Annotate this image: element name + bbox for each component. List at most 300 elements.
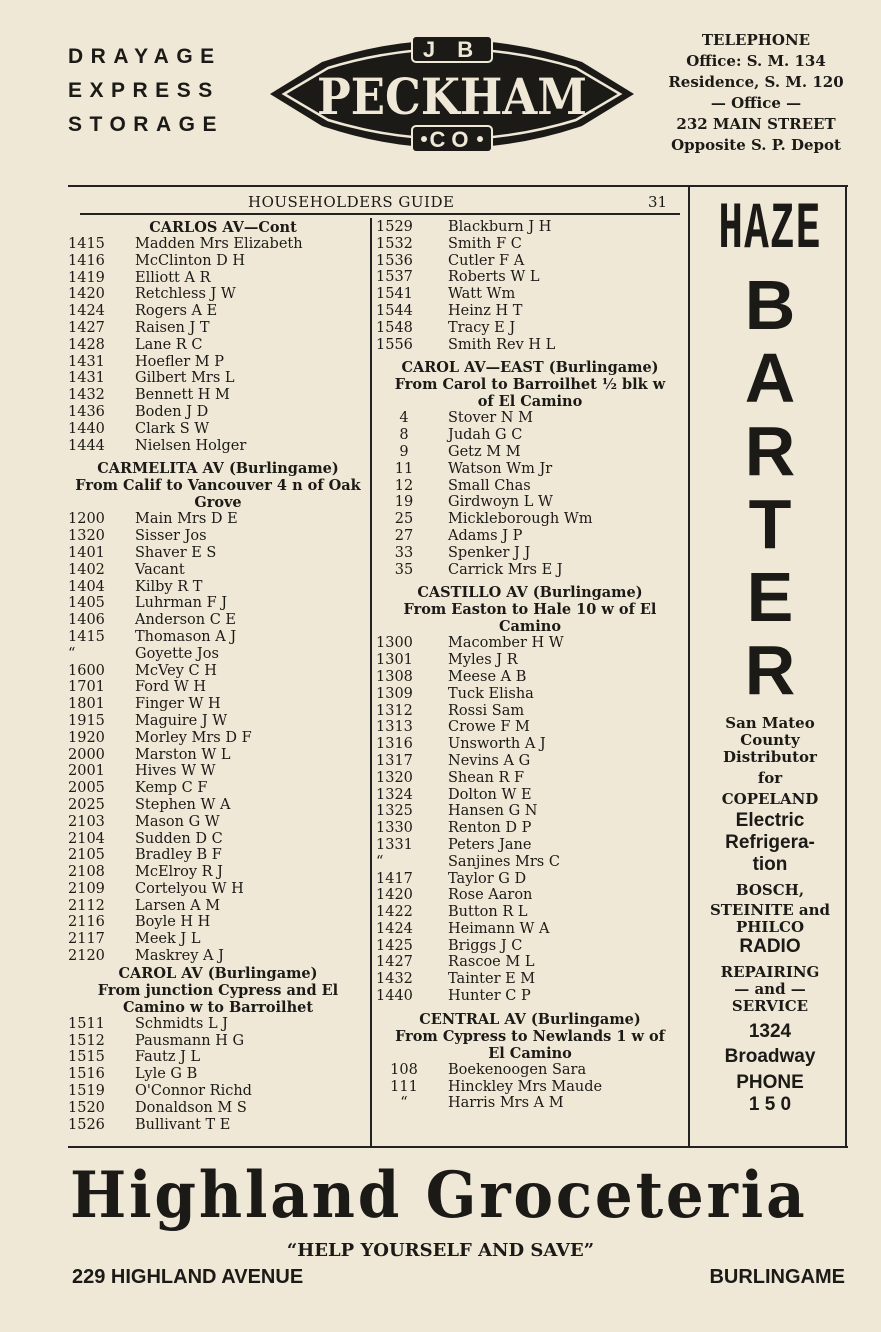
- listing-row: [376, 1095, 684, 1112]
- groceteria-city: BURLINGAME: [709, 1266, 845, 1288]
- listing-row: [68, 847, 368, 864]
- listing-row: [376, 253, 684, 270]
- listing-row: [376, 303, 684, 320]
- listing-row: [376, 820, 684, 837]
- listing-row: [68, 354, 368, 371]
- street-subheading: Camino: [498, 618, 561, 636]
- resident-name: Larsen A M: [135, 897, 221, 914]
- listing-row: [376, 427, 684, 444]
- resident-name: Dolton W E: [448, 786, 532, 803]
- listing-row: [376, 635, 684, 652]
- house-number: 1331: [376, 836, 413, 853]
- resident-name: Morley Mrs D F: [135, 729, 252, 746]
- listing-row: [68, 663, 368, 680]
- street-heading: CAROL AV (Burlingame): [118, 964, 318, 982]
- listing-row: [376, 719, 684, 736]
- resident-name: Bradley B F: [135, 847, 222, 864]
- listing-row: [376, 478, 684, 495]
- house-number: 11: [394, 460, 414, 477]
- house-number: 2117: [68, 931, 105, 948]
- resident-name: Ford W H: [135, 679, 206, 696]
- listing-row: [376, 770, 684, 787]
- house-number: 1541: [376, 286, 413, 303]
- listing-row: [376, 971, 684, 988]
- listing-row: [376, 1062, 684, 1079]
- house-number: 1516: [68, 1066, 105, 1083]
- house-number: 2116: [68, 914, 105, 931]
- resident-name: Main Mrs D E: [135, 511, 238, 528]
- house-number: 1548: [376, 319, 413, 336]
- listing-row: [376, 871, 684, 888]
- listing-row: [376, 803, 684, 820]
- house-number: 2104: [68, 830, 105, 847]
- house-number: 1330: [376, 820, 413, 837]
- house-number: 2001: [68, 763, 105, 780]
- contact-line: Opposite S. P. Depot: [671, 136, 841, 154]
- resident-name: Meek J L: [135, 931, 201, 948]
- house-number: 1200: [68, 511, 105, 528]
- resident-name: Peters Jane: [448, 836, 532, 853]
- street-heading: CARMELITA AV (Burlingame): [97, 460, 339, 478]
- listing-row: [68, 562, 368, 579]
- listing-row: [68, 404, 368, 421]
- street-subheading: El Camino: [488, 1044, 572, 1062]
- listing-row: [376, 988, 684, 1005]
- ad-barter-letter: A: [744, 339, 796, 417]
- guide-underline: [80, 213, 680, 215]
- resident-name: Spenker J J: [448, 544, 531, 561]
- listing-row: [68, 646, 368, 663]
- listing-row: [376, 854, 684, 871]
- listing-row: [68, 629, 368, 646]
- resident-name: Thomason A J: [135, 628, 237, 645]
- house-number: 1415: [68, 236, 105, 252]
- ad-line: BOSCH,: [735, 881, 805, 899]
- resident-name: Pausmann H G: [135, 1032, 245, 1049]
- top-rule: [68, 185, 848, 187]
- resident-name: Tracy E J: [448, 319, 516, 336]
- resident-name: Donaldson M S: [135, 1099, 247, 1116]
- resident-name: McVey C H: [135, 662, 217, 679]
- resident-name: O'Connor Richd: [135, 1083, 252, 1100]
- service-storage: STORAGE: [68, 113, 224, 136]
- house-number: 35: [394, 561, 414, 578]
- listing-row: [376, 954, 684, 971]
- service-drayage: DRAYAGE: [68, 45, 222, 68]
- listing-row: [376, 269, 684, 286]
- resident-name: McElroy R J: [135, 864, 223, 881]
- house-number: 8: [399, 427, 409, 444]
- resident-name: Cutler F A: [448, 252, 525, 269]
- ad-right-rule: [845, 187, 847, 1147]
- street-heading: CENTRAL AV (Burlingame): [419, 1010, 641, 1028]
- listing-row: [376, 562, 684, 579]
- resident-name: Cortelyou W H: [135, 880, 244, 897]
- page-number: 31: [648, 193, 668, 211]
- listing-row: [376, 703, 684, 720]
- ad-barter-letter: B: [744, 266, 796, 344]
- contact-line: Residence, S. M. 120: [668, 73, 844, 91]
- resident-name: Tainter E M: [448, 971, 536, 988]
- ad-line: — and —: [734, 980, 806, 998]
- house-number: 1526: [68, 1116, 105, 1133]
- contact-block: [660, 30, 852, 156]
- ad-barter-letter: T: [748, 485, 792, 563]
- street-subheading: of El Camino: [477, 393, 583, 411]
- resident-name: Watson Wm Jr: [448, 460, 553, 477]
- carol-east-list: [376, 410, 684, 578]
- resident-name: Madden Mrs Elizabeth: [135, 236, 303, 252]
- house-number: 1424: [376, 920, 413, 937]
- house-number: 1313: [376, 719, 413, 736]
- resident-name: Maskrey A J: [135, 948, 224, 965]
- ad-line: tion: [752, 854, 788, 875]
- house-number: 1424: [68, 303, 105, 320]
- house-number: 1422: [376, 904, 413, 921]
- house-number: 1320: [68, 528, 105, 545]
- street-heading: CAROL AV—EAST (Burlingame): [401, 359, 659, 377]
- house-number: 2108: [68, 864, 105, 881]
- logo-co: CO: [429, 127, 475, 152]
- resident-name: Clark S W: [135, 420, 210, 437]
- resident-name: Myles J R: [448, 652, 518, 669]
- resident-name: Nielsen Holger: [135, 437, 247, 454]
- house-number: 1324: [376, 786, 413, 803]
- house-number: 1532: [376, 235, 413, 252]
- resident-name: Sanjines Mrs C: [448, 853, 560, 870]
- resident-name: Button R L: [448, 904, 528, 921]
- resident-name: Hinckley Mrs Maude: [448, 1078, 603, 1095]
- resident-name: Rossi Sam: [448, 702, 525, 719]
- resident-name: Watt Wm: [448, 286, 516, 303]
- street-subheading: From Cypress to Newlands 1 w of: [395, 1027, 665, 1045]
- street-subheading: From Carol to Barroilhet ½ blk w: [394, 376, 666, 394]
- house-number: 1432: [376, 971, 413, 988]
- resident-name: Judah G C: [448, 427, 523, 444]
- house-number: 1406: [68, 612, 105, 629]
- resident-name: Schmidts L J: [135, 1015, 228, 1032]
- ad-line: PHILCO: [735, 918, 805, 936]
- listing-row: [376, 652, 684, 669]
- house-number: 1544: [376, 302, 413, 319]
- listing-row: [68, 713, 368, 730]
- resident-name: Crowe F M: [448, 719, 530, 736]
- resident-name: Stover N M: [448, 410, 533, 427]
- ad-line: COPELAND: [721, 790, 819, 808]
- house-number: 1537: [376, 269, 413, 286]
- listing-row: [376, 511, 684, 528]
- resident-name: Hives W W: [135, 763, 216, 780]
- house-number: 2103: [68, 813, 105, 830]
- resident-name: Kilby R T: [135, 578, 203, 595]
- house-number: 1556: [376, 336, 413, 353]
- house-number: 1402: [68, 561, 105, 578]
- listing-row: [376, 528, 684, 545]
- house-number: 2000: [68, 746, 105, 763]
- house-number: 1427: [376, 954, 413, 971]
- listing-row: [376, 286, 684, 303]
- listing-row: [376, 921, 684, 938]
- groceteria-name: Highland Groceteria: [70, 1158, 808, 1233]
- house-number: 1431: [68, 370, 105, 387]
- groceteria-slogan: “HELP YOURSELF AND SAVE”: [286, 1240, 595, 1261]
- listing-row: [376, 444, 684, 461]
- listing-row: [68, 387, 368, 404]
- resident-name: Sudden D C: [135, 830, 223, 847]
- house-number: “: [68, 645, 76, 662]
- resident-name: Carrick Mrs E J: [448, 561, 563, 578]
- house-number: 4: [399, 410, 409, 427]
- house-number: 1309: [376, 685, 413, 702]
- listing-row: [68, 303, 368, 320]
- peckham-logo: [262, 22, 642, 166]
- street-heading: CASTILLO AV (Burlingame): [417, 584, 643, 602]
- groceteria-address: 229 HIGHLAND AVENUE: [72, 1266, 304, 1288]
- house-number: 1404: [68, 578, 105, 595]
- resident-name: Finger W H: [135, 696, 221, 713]
- resident-name: Heimann W A: [448, 920, 550, 937]
- house-number: 1519: [68, 1083, 105, 1100]
- resident-name: Smith Rev H L: [448, 336, 556, 353]
- listing-row: [68, 679, 368, 696]
- resident-name: Macomber H W: [448, 635, 564, 652]
- ad-phone: PHONE: [736, 1072, 804, 1093]
- ad-left-rule: [688, 187, 690, 1147]
- listing-row: [68, 286, 368, 303]
- listing-row: [376, 320, 684, 337]
- resident-name: Goyette Jos: [135, 645, 219, 662]
- street-subheading: Camino w to Barroilhet: [122, 998, 314, 1016]
- house-number: 2112: [68, 897, 105, 914]
- bottom-rule: [68, 1146, 848, 1148]
- resident-name: Bennett H M: [135, 387, 230, 404]
- ad-line: for: [757, 769, 783, 787]
- listing-row: [68, 797, 368, 814]
- listing-row: [68, 612, 368, 629]
- house-number: 108: [390, 1061, 418, 1078]
- listing-row: [376, 837, 684, 854]
- listing-row: [376, 236, 684, 253]
- listing-row: [68, 253, 368, 270]
- listing-row: [68, 595, 368, 612]
- house-number: 1301: [376, 652, 413, 669]
- guide-title: HOUSEHOLDERS GUIDE: [248, 193, 455, 211]
- listing-row: [68, 696, 368, 713]
- resident-name: Boden J D: [135, 403, 209, 420]
- listing-row: [376, 461, 684, 478]
- resident-name: Hoefler M P: [135, 353, 224, 370]
- ad-line: San Mateo: [725, 714, 815, 732]
- listing-row: [68, 579, 368, 596]
- house-number: 1420: [376, 887, 413, 904]
- house-number: 1416: [68, 252, 105, 269]
- resident-name: Boekenoogen Sara: [448, 1061, 587, 1078]
- listing-row: [376, 1079, 684, 1096]
- listing-row: [68, 438, 368, 455]
- resident-name: Taylor G D: [448, 870, 527, 887]
- street-heading: CARLOS AV—Cont: [149, 219, 297, 236]
- listing-row: [68, 864, 368, 881]
- ad-line: Refrigera-: [725, 832, 815, 853]
- column-divider: [370, 218, 372, 1146]
- house-number: 1320: [376, 769, 413, 786]
- listing-row: [376, 686, 684, 703]
- house-number: 1432: [68, 387, 105, 404]
- house-number: 1440: [376, 988, 413, 1005]
- resident-name: Lane R C: [135, 336, 203, 353]
- resident-name: Shaver E S: [135, 544, 217, 561]
- resident-name: Mason G W: [135, 813, 220, 830]
- listing-row: [68, 814, 368, 831]
- resident-name: Vacant: [135, 561, 185, 578]
- castillo-list: [376, 635, 684, 1005]
- house-number: 1427: [68, 319, 105, 336]
- listing-row: [68, 1066, 368, 1083]
- listing-row: [68, 780, 368, 797]
- resident-name: Marston W L: [135, 746, 231, 763]
- resident-name: Getz M M: [448, 443, 521, 460]
- resident-name: Retchless J W: [135, 286, 236, 303]
- services-list: [68, 40, 258, 142]
- contact-line: Office: S. M. 134: [686, 52, 826, 70]
- service-express: EXPRESS: [68, 79, 220, 102]
- resident-name: Rogers A E: [135, 303, 218, 320]
- resident-name: Gilbert Mrs L: [135, 370, 235, 387]
- resident-name: Luhrman F J: [135, 595, 228, 612]
- resident-name: Boyle H H: [135, 914, 211, 931]
- house-number: 1512: [68, 1032, 105, 1049]
- resident-name: Anderson C E: [135, 612, 237, 629]
- house-number: 1431: [68, 353, 105, 370]
- listing-row: [68, 831, 368, 848]
- house-number: 1415: [68, 628, 105, 645]
- resident-name: Rascoe M L: [448, 954, 535, 971]
- resident-name: Unsworth A J: [448, 736, 546, 753]
- haze-barter-ad: [695, 192, 845, 1116]
- ad-haze: HAZE: [718, 192, 822, 267]
- house-number: 1920: [68, 729, 105, 746]
- house-number: 1536: [376, 252, 413, 269]
- house-number: 1520: [68, 1099, 105, 1116]
- resident-name: Rose Aaron: [448, 887, 533, 904]
- house-number: 19: [394, 494, 414, 511]
- house-number: 1511: [68, 1015, 105, 1032]
- house-number: 1312: [376, 702, 413, 719]
- house-number: 1801: [68, 696, 105, 713]
- listing-row: [376, 736, 684, 753]
- resident-name: Bullivant T E: [135, 1116, 231, 1133]
- house-number: 1701: [68, 679, 105, 696]
- house-number: 1428: [68, 336, 105, 353]
- house-number: “: [400, 1095, 408, 1112]
- listing-row: [68, 898, 368, 915]
- ad-radio: RADIO: [739, 936, 801, 957]
- house-number: 2109: [68, 880, 105, 897]
- resident-name: Sisser Jos: [135, 528, 207, 545]
- resident-name: Kemp C F: [135, 780, 208, 797]
- house-number: 27: [394, 527, 414, 544]
- house-number: 2105: [68, 847, 105, 864]
- house-number: 1515: [68, 1049, 105, 1066]
- house-number: 1316: [376, 736, 413, 753]
- street-subheading: From Easton to Hale 10 w of El: [403, 601, 657, 619]
- resident-name: Small Chas: [448, 477, 531, 494]
- house-number: 111: [390, 1078, 418, 1095]
- carol-list: [68, 1016, 368, 1134]
- listing-row: [68, 1100, 368, 1117]
- resident-name: Heinz H T: [448, 302, 523, 319]
- resident-name: Renton D P: [448, 820, 532, 837]
- ad-line: STEINITE and: [709, 901, 831, 919]
- house-number: 1317: [376, 752, 413, 769]
- house-number: 9: [399, 443, 409, 460]
- ad-barter-letter: R: [744, 412, 796, 490]
- house-number: 1440: [68, 420, 105, 437]
- ad-phone-number: 1 5 0: [748, 1094, 792, 1115]
- resident-name: Briggs J C: [448, 937, 523, 954]
- listing-row: [376, 787, 684, 804]
- listing-row: [68, 320, 368, 337]
- house-number: 1420: [68, 286, 105, 303]
- carlos-list: [68, 236, 368, 454]
- listing-row: [68, 545, 368, 562]
- resident-name: Girdwoyn L W: [448, 494, 553, 511]
- house-number: 1405: [68, 595, 105, 612]
- resident-name: Meese A B: [448, 668, 527, 685]
- street-subheading: From junction Cypress and El: [97, 981, 339, 999]
- carmelita-list: [68, 511, 368, 965]
- house-number: 1425: [376, 937, 413, 954]
- listing-row: [68, 270, 368, 287]
- ad-barter-letter: R: [744, 631, 796, 709]
- house-number: 25: [394, 511, 414, 528]
- ad-line: Electric: [735, 810, 805, 831]
- ad-line: Distributor: [723, 748, 817, 766]
- listing-row: [376, 887, 684, 904]
- resident-name: Fautz J L: [135, 1049, 201, 1066]
- listing-row: [68, 1049, 368, 1066]
- listing-column-1: [68, 219, 368, 1133]
- resident-name: McClinton D H: [135, 252, 246, 269]
- listing-row: [376, 904, 684, 921]
- resident-name: Hunter C P: [448, 988, 531, 1005]
- house-number: 1308: [376, 668, 413, 685]
- listing-row: [68, 914, 368, 931]
- resident-name: Maguire J W: [135, 712, 228, 729]
- listing-row: [68, 370, 368, 387]
- resident-name: Harris Mrs A M: [448, 1095, 564, 1112]
- resident-name: Adams J P: [448, 527, 523, 544]
- listing-row: [376, 938, 684, 955]
- ad-line: REPAIRING: [720, 963, 820, 981]
- listing-row: [68, 337, 368, 354]
- listing-row: [376, 337, 684, 354]
- listing-row: [68, 1016, 368, 1033]
- street-subheading: From Calif to Vancouver 4 n of Oak: [75, 477, 361, 495]
- house-number: 1436: [68, 403, 105, 420]
- house-number: 1600: [68, 662, 105, 679]
- listing-row: [68, 747, 368, 764]
- house-number: 1419: [68, 269, 105, 286]
- resident-name: Elliott A R: [135, 269, 211, 286]
- listing-row: [376, 494, 684, 511]
- house-number: 12: [394, 477, 414, 494]
- house-number: 1325: [376, 803, 413, 820]
- resident-name: Lyle G B: [135, 1066, 198, 1083]
- listing-row: [68, 1117, 368, 1134]
- logo-initials: J B: [422, 37, 482, 62]
- house-number: 2025: [68, 796, 105, 813]
